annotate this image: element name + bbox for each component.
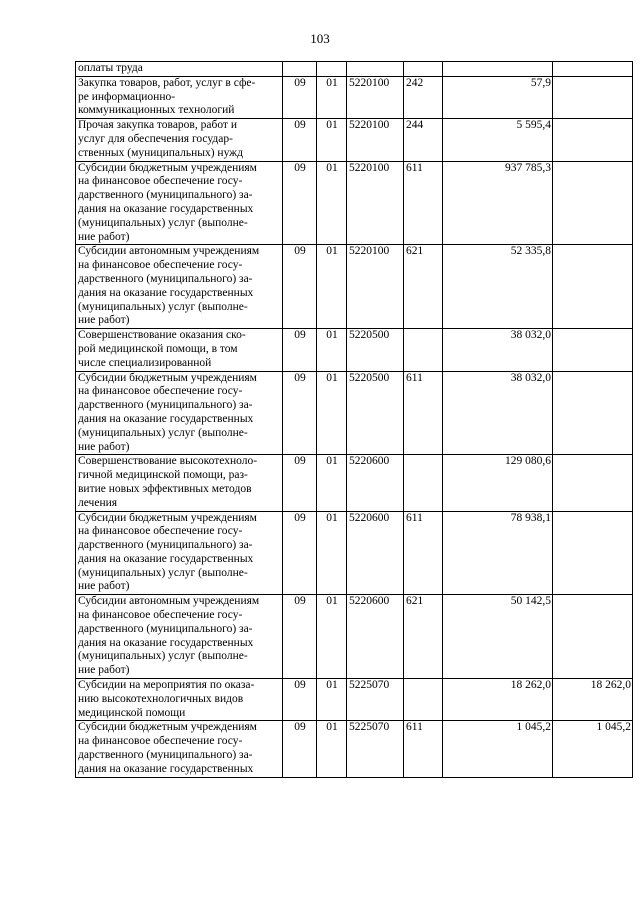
table-row (76, 161, 633, 245)
item-name-cell: Субсидии бюджетным учреждениям на финансовое обеспечение госу- дарственного (муниципального) за- дания на оказание государственных (муниципальных) услуг (выполне- ние работ) (76, 511, 283, 595)
table-row (76, 119, 633, 161)
table-row (76, 371, 633, 455)
subsection-cell: 01 (317, 595, 347, 679)
section-cell: 09 (283, 721, 317, 777)
item-name-cell: Закупка товаров, работ, услуг в сфе- ре информационно- коммуникационных технологий (76, 76, 283, 118)
target-code-cell: 5220600 (347, 455, 404, 511)
target-code-cell: 5220600 (347, 595, 404, 679)
expense-type-cell: 621 (404, 595, 443, 679)
amount-cell: 50 142,5 (443, 595, 553, 679)
table-row (76, 62, 633, 77)
expense-type-cell: 611 (404, 161, 443, 245)
budget-table (75, 61, 633, 778)
expense-type-cell (404, 455, 443, 511)
expense-type-cell: 242 (404, 76, 443, 118)
item-name-cell: Субсидии бюджетным учреждениям на финансовое обеспечение госу- дарственного (муниципального) за- дания на оказание государственных (муниципальных) услуг (выполне- ние работ) (76, 371, 283, 455)
item-name-cell: Субсидии на мероприятия по оказа- нию высокотехнологичных видов медицинской помощи (76, 679, 283, 721)
amount-cell: 38 032,0 (443, 329, 553, 371)
expense-type-cell: 244 (404, 119, 443, 161)
federal-amount-cell (553, 161, 633, 245)
amount-cell: 937 785,3 (443, 161, 553, 245)
item-name-cell: Прочая закупка товаров, работ и услуг для обеспечения государ- ственных (муниципальных) нужд (76, 119, 283, 161)
federal-amount-cell (553, 511, 633, 595)
section-cell: 09 (283, 679, 317, 721)
amount-cell: 5 595,4 (443, 119, 553, 161)
table-row (76, 511, 633, 595)
section-cell: 09 (283, 511, 317, 595)
expense-type-cell (404, 62, 443, 77)
table-row (76, 329, 633, 371)
table-row (76, 595, 633, 679)
subsection-cell: 01 (317, 161, 347, 245)
federal-amount-cell (553, 119, 633, 161)
expense-type-cell: 621 (404, 245, 443, 329)
subsection-cell: 01 (317, 371, 347, 455)
federal-amount-cell (553, 62, 633, 77)
subsection-cell: 01 (317, 511, 347, 595)
federal-amount-cell (553, 329, 633, 371)
amount-cell: 38 032,0 (443, 371, 553, 455)
subsection-cell: 01 (317, 679, 347, 721)
target-code-cell: 5220100 (347, 76, 404, 118)
budget-table-body (76, 62, 633, 778)
item-name-cell: Субсидии бюджетным учреждениям на финансовое обеспечение госу- дарственного (муниципального) за- дания на оказание государственных (76, 721, 283, 777)
page-number: 103 (310, 31, 330, 46)
target-code-cell: 5220100 (347, 119, 404, 161)
item-name-cell: Совершенствование оказания ско- рой медицинской помощи, в том числе специализированной (76, 329, 283, 371)
expense-type-cell (404, 329, 443, 371)
amount-cell (443, 62, 553, 77)
section-cell (283, 62, 317, 77)
amount-cell: 1 045,2 (443, 721, 553, 777)
federal-amount-cell (553, 76, 633, 118)
item-name-cell: оплаты труда (76, 62, 283, 77)
subsection-cell (317, 62, 347, 77)
federal-amount-cell: 1 045,2 (553, 721, 633, 777)
amount-cell: 52 335,8 (443, 245, 553, 329)
section-cell: 09 (283, 161, 317, 245)
amount-cell: 18 262,0 (443, 679, 553, 721)
section-cell: 09 (283, 455, 317, 511)
table-row (76, 245, 633, 329)
expense-type-cell: 611 (404, 721, 443, 777)
table-row (76, 455, 633, 511)
federal-amount-cell (553, 595, 633, 679)
subsection-cell: 01 (317, 76, 347, 118)
item-name-cell: Субсидии автономным учреждениям на финансовое обеспечение госу- дарственного (муниципального) за- дания на оказание государственных (муниципальных) услуг (выполне- ние работ) (76, 595, 283, 679)
federal-amount-cell: 18 262,0 (553, 679, 633, 721)
expense-type-cell: 611 (404, 371, 443, 455)
subsection-cell: 01 (317, 455, 347, 511)
target-code-cell: 5220500 (347, 329, 404, 371)
subsection-cell: 01 (317, 119, 347, 161)
target-code-cell: 5220100 (347, 161, 404, 245)
target-code-cell (347, 62, 404, 77)
item-name-cell: Субсидии бюджетным учреждениям на финансовое обеспечение госу- дарственного (муниципального) за- дания на оказание государственных (муниципальных) услуг (выполне- ние работ) (76, 161, 283, 245)
table-row (76, 721, 633, 777)
federal-amount-cell (553, 371, 633, 455)
subsection-cell: 01 (317, 329, 347, 371)
expense-type-cell (404, 679, 443, 721)
section-cell: 09 (283, 245, 317, 329)
amount-cell: 78 938,1 (443, 511, 553, 595)
table-row (76, 679, 633, 721)
amount-cell: 129 080,6 (443, 455, 553, 511)
federal-amount-cell (553, 455, 633, 511)
target-code-cell: 5220500 (347, 371, 404, 455)
expense-type-cell: 611 (404, 511, 443, 595)
section-cell: 09 (283, 371, 317, 455)
target-code-cell: 5225070 (347, 721, 404, 777)
amount-cell: 57,9 (443, 76, 553, 118)
federal-amount-cell (553, 245, 633, 329)
target-code-cell: 5220100 (347, 245, 404, 329)
section-cell: 09 (283, 329, 317, 371)
target-code-cell: 5220600 (347, 511, 404, 595)
item-name-cell: Субсидии автономным учреждениям на финансовое обеспечение госу- дарственного (муниципального) за- дания на оказание государственных (муниципальных) услуг (выполне- ние работ) (76, 245, 283, 329)
table-row (76, 76, 633, 118)
section-cell: 09 (283, 595, 317, 679)
subsection-cell: 01 (317, 721, 347, 777)
section-cell: 09 (283, 119, 317, 161)
target-code-cell: 5225070 (347, 679, 404, 721)
section-cell: 09 (283, 76, 317, 118)
subsection-cell: 01 (317, 245, 347, 329)
item-name-cell: Совершенствование высокотехноло- гичной медицинской помощи, раз- витие новых эффективных методов лечения (76, 455, 283, 511)
